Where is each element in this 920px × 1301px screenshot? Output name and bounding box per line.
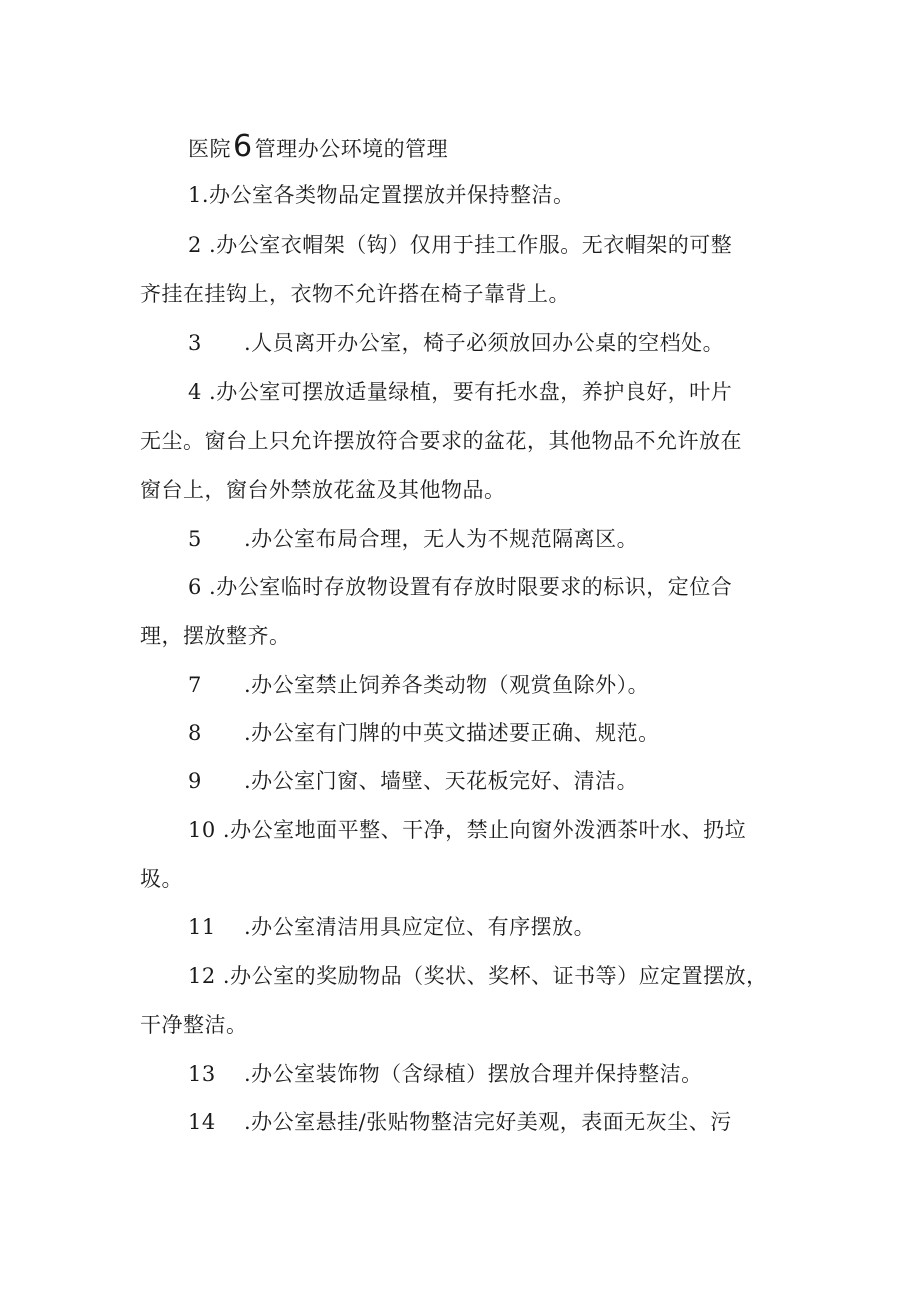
item-number: 9 — [188, 769, 202, 793]
rule-item-6 — [188, 572, 732, 602]
rule-item-13 — [188, 1059, 703, 1089]
item-text: .人员离开办公室，椅子必须放回办公桌的空档处。 — [244, 331, 725, 355]
item-text: 理，摆放整齐。 — [140, 624, 291, 648]
item-number: 6 . — [188, 575, 217, 599]
item-text: 办公室的奖励物品（奖状、奖杯、证书等）应定置摆放， — [230, 964, 768, 988]
rule-item-11 — [188, 912, 595, 942]
item-text: 圾。 — [140, 867, 183, 891]
item-text: .办公室清洁用具应定位、有序摆放。 — [244, 915, 596, 939]
item-text: 办公室可摆放适量绿植，要有托水盘，养护良好，叶片 — [216, 380, 733, 404]
item-text: 办公室临时存放物设置有存放时限要求的标识，定位合 — [216, 575, 733, 599]
item-text: .办公室布局合理，无人为不规范隔离区。 — [244, 527, 639, 551]
item-number: 5 — [188, 527, 202, 551]
item-text: .办公室有门牌的中英文描述要正确、规范。 — [244, 721, 660, 745]
item-text: 干净整洁。 — [140, 1013, 248, 1037]
rule-item-10 — [188, 815, 746, 845]
rule-item-2 — [188, 230, 732, 260]
item-number: 13 — [188, 1062, 216, 1086]
item-text: .办公室门窗、墙壁、天花板完好、清洁。 — [244, 769, 639, 793]
rule-item-10-cont — [140, 864, 183, 894]
item-text: 办公室衣帽架（钩）仅用于挂工作服。无衣帽架的可整 — [216, 233, 733, 257]
rule-item-3 — [188, 328, 724, 358]
item-text: 窗台上，窗台外禁放花盆及其他物品。 — [140, 478, 506, 502]
item-number: 3 — [188, 331, 202, 355]
rule-item-14 — [188, 1107, 732, 1137]
rule-item-6-cont — [140, 621, 291, 651]
rule-item-1 — [188, 180, 575, 210]
item-text: .办公室禁止饲养各类动物（观赏鱼除外）。 — [244, 673, 650, 697]
item-number: 4 . — [188, 380, 217, 404]
item-number: 12 . — [188, 964, 231, 988]
item-text: .办公室悬挂/张贴物整洁完好美观，表面无灰尘、污 — [244, 1110, 732, 1134]
item-text: 办公室各类物品定置摆放并保持整洁。 — [209, 183, 575, 207]
item-number: 11 — [188, 915, 216, 939]
title-number: 6 — [233, 129, 253, 164]
rule-item-12-cont — [140, 1010, 248, 1040]
title-suffix: 管理办公环境的管理 — [254, 137, 449, 161]
rule-item-7 — [188, 670, 649, 700]
rule-item-5 — [188, 524, 638, 554]
title-prefix: 医院 — [188, 137, 231, 161]
item-text: 齐挂在挂钩上，衣物不允许搭在椅子靠背上。 — [140, 282, 570, 306]
item-number: 2 . — [188, 233, 217, 257]
rule-item-4 — [188, 377, 732, 407]
rule-item-4-cont-1 — [140, 426, 742, 456]
rule-item-4-cont-2 — [140, 475, 506, 505]
rule-item-8 — [188, 718, 660, 748]
rule-item-12 — [188, 961, 768, 991]
item-text: 办公室地面平整、干净，禁止向窗外泼洒茶叶水、扔垃 — [230, 818, 747, 842]
rule-item-9 — [188, 766, 638, 796]
item-number: 1. — [188, 183, 210, 207]
item-number: 8 — [188, 721, 202, 745]
item-number: 7 — [188, 673, 202, 697]
item-number: 14 — [188, 1110, 216, 1134]
item-number: 10 . — [188, 818, 231, 842]
document-title — [188, 129, 449, 164]
rule-item-2-cont — [140, 279, 570, 309]
item-text: .办公室装饰物（含绿植）摆放合理并保持整洁。 — [244, 1062, 703, 1086]
item-text: 无尘。窗台上只允许摆放符合要求的盆花，其他物品不允许放在 — [140, 429, 742, 453]
